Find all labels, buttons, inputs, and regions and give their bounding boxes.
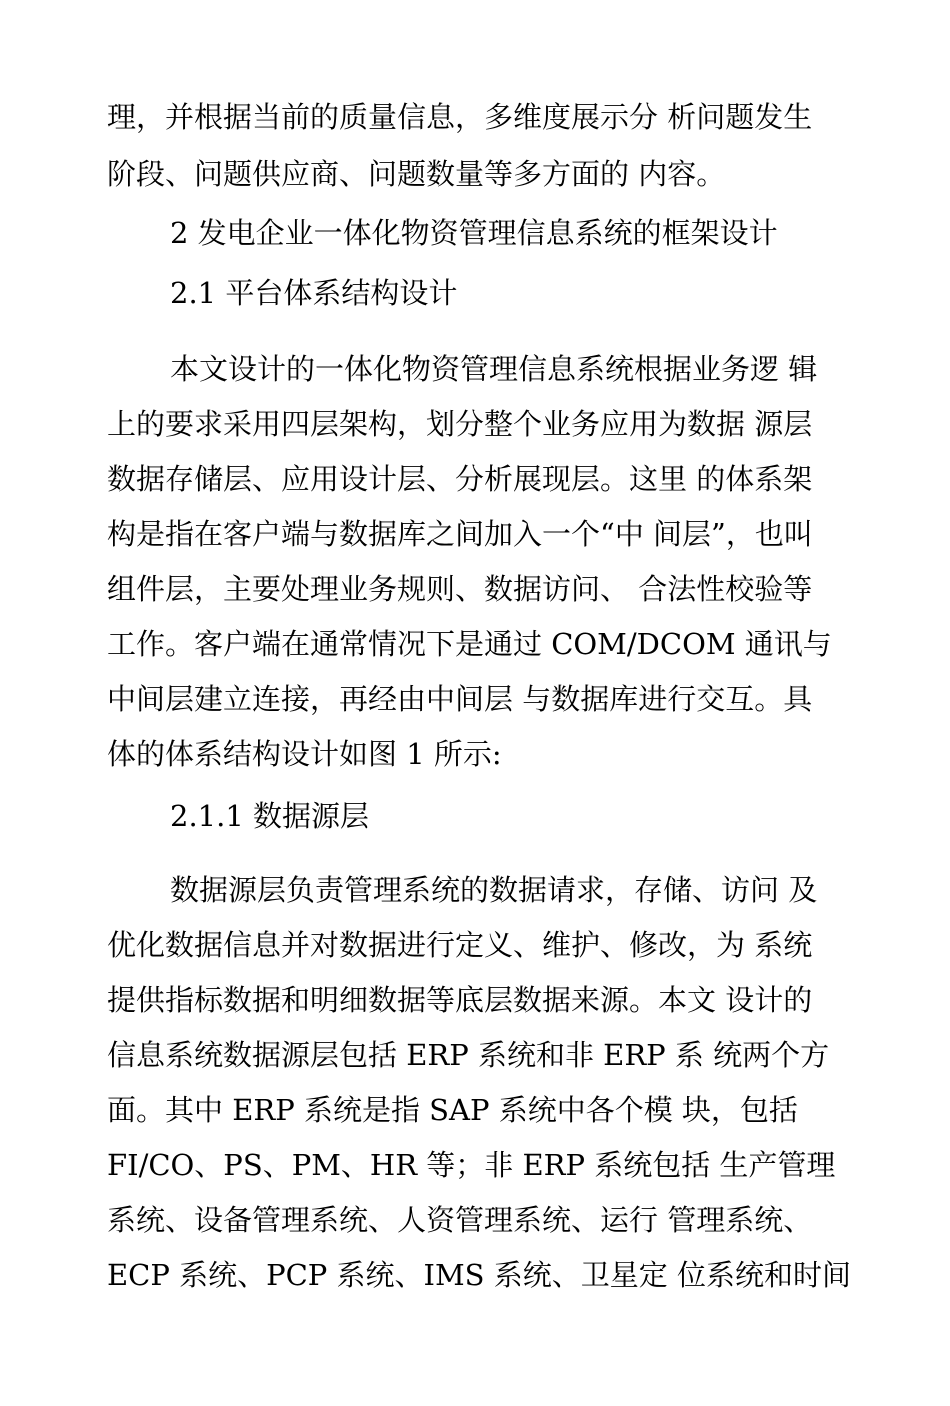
paragraph-line: 中间层建立连接，再经由中间层 与数据库进行交互。具 <box>107 682 813 716</box>
paragraph-line: 数据存储层、应用设计层、分析展现层。这里 的体系架 <box>107 462 813 496</box>
paragraph-line: 优化数据信息并对数据进行定义、维护、修改，为 系统 <box>107 928 813 962</box>
paragraph-line: 组件层，主要处理业务规则、数据访问、 合法性校验等 <box>107 572 813 606</box>
paragraph-line: 阶段、问题供应商、问题数量等多方面的 内容。 <box>107 157 726 191</box>
paragraph-line: 理，并根据当前的质量信息，多维度展示分 析问题发生 <box>107 100 813 134</box>
paragraph-line: 数据源层负责管理系统的数据请求，存储、访问 及 <box>170 873 818 907</box>
subsection-heading: 2.1 平台体系结构设计 <box>170 276 458 310</box>
paragraph-line: 本文设计的一体化物资管理信息系统根据业务逻 辑 <box>170 352 818 386</box>
subsubsection-heading: 2.1.1 数据源层 <box>170 799 370 833</box>
paragraph-line: 构是指在客户端与数据库之间加入一个“中 间层”，也叫 <box>107 517 813 551</box>
paragraph-line: FI/CO、PS、PM、HR 等；非 ERP 系统包括 生产管理 <box>107 1148 836 1182</box>
paragraph-line: 工作。客户端在通常情况下是通过 COM/DCOM 通讯与 <box>107 627 832 661</box>
paragraph-line: 上的要求采用四层架构，划分整个业务应用为数据 源层 <box>107 407 813 441</box>
paragraph-line: 系统、设备管理系统、人资管理系统、运行 管理系统、 <box>107 1203 813 1237</box>
paragraph-line: 面。其中 ERP 系统是指 SAP 系统中各个模 块，包括 <box>107 1093 798 1127</box>
paragraph-line: 提供指标数据和明细数据等底层数据来源。本文 设计的 <box>107 983 813 1017</box>
section-heading: 2 发电企业一体化物资管理信息系统的框架设计 <box>170 216 778 250</box>
paragraph-line: 信息系统数据源层包括 ERP 系统和非 ERP 系 统两个方 <box>107 1038 830 1072</box>
paragraph-line: 体的体系结构设计如图 1 所示: <box>107 737 502 771</box>
paragraph-line: ECP 系统、PCP 系统、IMS 系统、卫星定 位系统和时间 <box>107 1258 851 1292</box>
